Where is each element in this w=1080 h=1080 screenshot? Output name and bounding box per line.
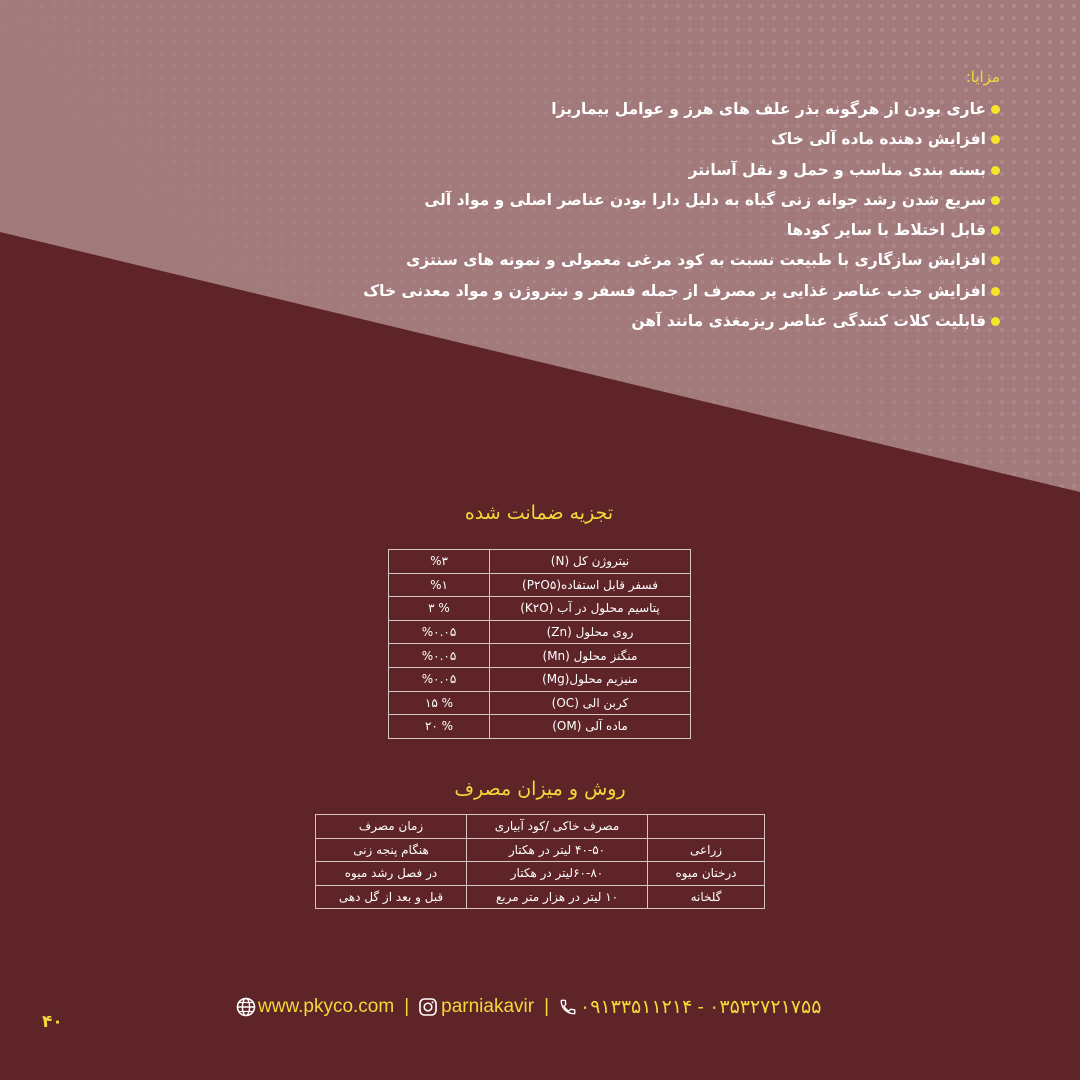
phone-numbers[interactable]: ۰۹۱۳۳۵۱۱۲۱۴ - ۰۳۵۳۲۷۲۱۷۵۵: [580, 996, 822, 1018]
analysis-table: [388, 549, 691, 739]
list-item: قابلیت کلات کنندگی عناصر ریزمغذی مانند آهن: [360, 306, 1000, 336]
bullet-icon: [991, 105, 1000, 114]
bullet-icon: [991, 317, 1000, 326]
list-item: قابل اختلاط با سایر کودها: [360, 215, 1000, 245]
table-row: پتاسیم محلول در آب (K۲O) % ۳: [389, 597, 691, 621]
bullet-icon: [991, 196, 1000, 205]
usage-title: روش و میزان مصرف: [454, 778, 626, 800]
list-item: بسته بندی مناسب و حمل و نقل آسانتر: [360, 155, 1000, 185]
benefits-list: [360, 94, 1000, 336]
table-row: کربن الی (OC) % ۱۵: [389, 691, 691, 715]
table-row: زراعی ۴۰-۵۰ لیتر در هکتار هنگام پنجه زنی: [316, 838, 765, 862]
table-row: ماده آلی (OM) % ۲۰: [389, 715, 691, 739]
instagram-handle[interactable]: parniakavir: [441, 996, 535, 1017]
bullet-icon: [991, 226, 1000, 235]
usage-table: [315, 814, 765, 909]
list-item: افزایش دهنده ماده آلی خاک: [360, 124, 1000, 154]
benefits-title: مزایا:: [965, 68, 1000, 86]
table-row: فسفر قابل استفاده(P۲O۵) %۱: [389, 573, 691, 597]
table-row: روی محلول (Zn) %۰.۰۵: [389, 620, 691, 644]
table-row: منگنز محلول (Mn) %۰.۰۵: [389, 644, 691, 668]
website-link[interactable]: www.pkyco.com: [258, 996, 395, 1017]
bullet-icon: [991, 166, 1000, 175]
list-item: افزایش جذب عناصر غذایی پر مصرف از جمله فسفر و نیتروژن و مواد معدنی خاک: [360, 276, 1000, 306]
bullet-icon: [991, 287, 1000, 296]
analysis-title: تجزیه ضمانت شده: [464, 502, 614, 524]
benefits-section: [360, 68, 1000, 336]
list-item: سریع شدن رشد جوانه زنی گیاه به دلیل دارا بودن عناصر اصلی و مواد آلی: [360, 185, 1000, 215]
separator: |: [404, 996, 410, 1017]
list-item: افزایش سازگاری با طبیعت نسبت به کود مرغی معمولی و نمونه های سنتزی: [360, 245, 1000, 275]
table-row: گلخانه ۱۰ لیتر در هزار متر مربع قبل و بعد از گل دهی: [316, 885, 765, 909]
table-row: درختان میوه ۶۰-۸۰لیتر در هکتار در فصل رشد میوه: [316, 862, 765, 886]
globe-icon: [236, 997, 256, 1017]
separator: |: [544, 996, 550, 1017]
bullet-icon: [991, 135, 1000, 144]
phone-icon: [559, 998, 577, 1016]
table-header-row: مصرف خاکی /کود آبیاری زمان مصرف: [316, 815, 765, 839]
instagram-icon: [419, 998, 437, 1016]
footer-contact: [236, 992, 846, 1022]
bullet-icon: [991, 256, 1000, 265]
page-number: ۴۰: [42, 1012, 63, 1032]
list-item: عاری بودن از هرگونه بذر علف های هرز و عوامل بیماریزا: [360, 94, 1000, 124]
table-row: منیزیم محلول(Mg) %۰.۰۵: [389, 667, 691, 691]
table-row: نیتروژن کل (N) %۳: [389, 550, 691, 574]
